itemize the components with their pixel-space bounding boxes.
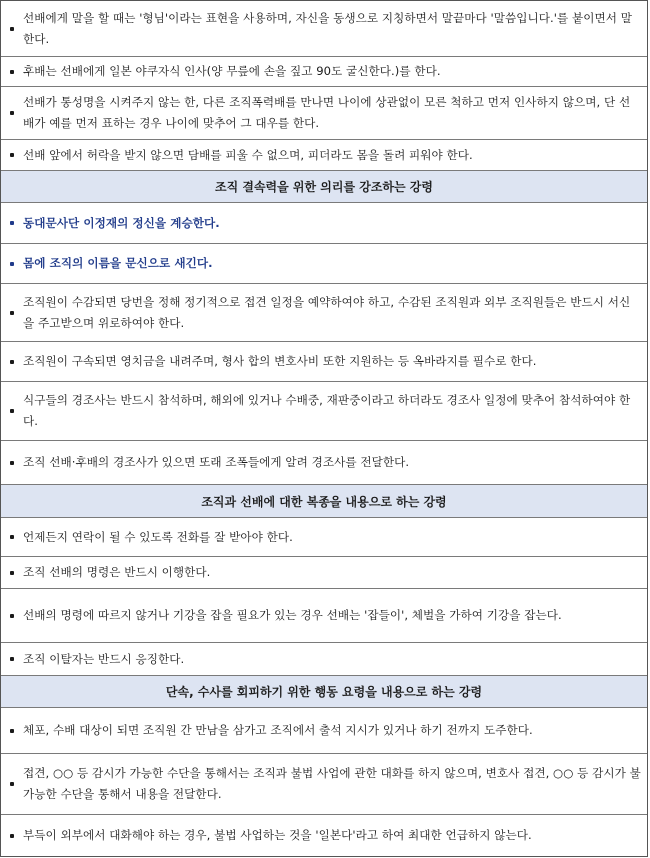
rule-text: 몸에 조직의 이름을 문신으로 새긴다. xyxy=(23,256,213,270)
bullet-icon xyxy=(10,729,14,733)
bullet-icon xyxy=(10,614,14,618)
rule-row xyxy=(1,87,647,140)
rule-row xyxy=(1,203,647,244)
bullet-icon xyxy=(10,360,14,364)
rule-text: 조직원이 구속되면 영치금을 내려주며, 형사 합의 변호사비 또한 지원하는 등 옥바라지를 필수로 한다. xyxy=(23,354,537,368)
rule-row xyxy=(1,382,647,441)
rule-text: 조직 선배·후배의 경조사가 있으면 또래 조폭들에게 알려 경조사를 전달한다. xyxy=(23,455,410,469)
rule-row xyxy=(1,140,647,171)
rule-text: 후배는 선배에게 일본 야쿠자식 인사(양 무릎에 손을 짚고 90도 굴신한다.)를 한다. xyxy=(23,64,441,78)
bullet-icon xyxy=(10,535,14,539)
bullet-icon xyxy=(10,221,14,225)
rule-text: 선배에게 말을 할 때는 '형님'이라는 표현을 사용하며, 자신을 동생으로 지칭하면서 말끝마다 '말씀입니다.'를 붙이면서 말한다. xyxy=(23,10,632,46)
rule-text: 조직원이 수감되면 당번을 정해 정기적으로 접견 일정을 예약하여야 하고, 수감된 조직원과 외부 조직원들은 반드시 서신을 주고받으며 위로하여야 한다. xyxy=(23,294,631,330)
rule-row xyxy=(1,284,647,342)
bullet-icon xyxy=(10,834,14,838)
rule-text: 조직 이탈자는 반드시 응징한다. xyxy=(23,651,185,666)
section-header: 단속, 수사를 회피하기 위한 행동 요령을 내용으로 하는 강령 xyxy=(1,676,647,708)
rule-row xyxy=(1,1,647,57)
bullet-icon xyxy=(10,262,14,266)
rule-row xyxy=(1,57,647,87)
rule-row xyxy=(1,643,647,676)
bullet-icon xyxy=(10,27,14,31)
section-header: 조직 결속력을 위한 의리를 강조하는 강령 xyxy=(1,171,647,203)
rule-text: 식구들의 경조사는 반드시 참석하며, 해외에 있거나 수배중, 재판중이라고 하더라도 경조사 일정에 맞추어 참석하여야 한다. xyxy=(23,393,631,428)
section-header: 조직과 선배에 대한 복종을 내용으로 하는 강령 xyxy=(1,485,647,518)
rule-row xyxy=(1,557,647,589)
rule-text: 선배의 명령에 따르지 않거나 기강을 잡을 필요가 있는 경우 선배는 '잡들이', 체벌을 가하여 기강을 잡는다. xyxy=(23,608,562,622)
rule-text: 선배가 통성명을 시켜주지 않는 한, 다른 조직폭력배를 만나면 나이에 상관없이 모른 척하고 먼저 인사하지 않으며, 단 선배가 예를 먼저 표하는 경우 나이에 맞추어 그 대우를 한다. xyxy=(23,95,631,130)
rule-row xyxy=(1,708,647,754)
rule-text: 동대문사단 이정재의 정신을 계승한다. xyxy=(23,215,220,230)
bullet-icon xyxy=(10,70,14,74)
bullet-icon xyxy=(10,409,14,413)
rule-row xyxy=(1,244,647,284)
bullet-icon xyxy=(10,311,14,315)
rule-text: 부득이 외부에서 대화해야 하는 경우, 불법 사업하는 것을 '일본다'라고 하여 최대한 언급하지 않는다. xyxy=(23,828,532,842)
rule-text: 조직 선배의 명령은 반드시 이행한다. xyxy=(23,565,211,579)
rule-text: 선배 앞에서 허락을 받지 않으면 담배를 피울 수 없으며, 피더라도 몸을 돌려 피워야 한다. xyxy=(23,147,473,162)
rule-text: 접견, ○○ 등 감시가 가능한 수단을 통해서는 조직과 불법 사업에 관한 대화를 하지 않으며, 변호사 접견, ○○ 등 감시가 불가능한 수단을 통해서 내용을 전달한다. xyxy=(23,766,641,801)
bullet-icon xyxy=(10,153,14,157)
rule-text: 언제든지 연락이 될 수 있도록 전화를 잘 받아야 한다. xyxy=(23,529,293,544)
rule-row xyxy=(1,815,647,856)
rule-row xyxy=(1,441,647,485)
rule-row xyxy=(1,589,647,643)
bullet-icon xyxy=(10,782,14,786)
rule-text: 체포, 수배 대상이 되면 조직원 간 만남을 삼가고 조직에서 출석 지시가 있거나 하기 전까지 도주한다. xyxy=(23,723,533,737)
rule-row xyxy=(1,342,647,382)
bullet-icon xyxy=(10,571,14,575)
bullet-icon xyxy=(10,111,14,115)
rule-row xyxy=(1,754,647,815)
bullet-icon xyxy=(10,657,14,661)
rule-row xyxy=(1,518,647,557)
bullet-icon xyxy=(10,461,14,465)
